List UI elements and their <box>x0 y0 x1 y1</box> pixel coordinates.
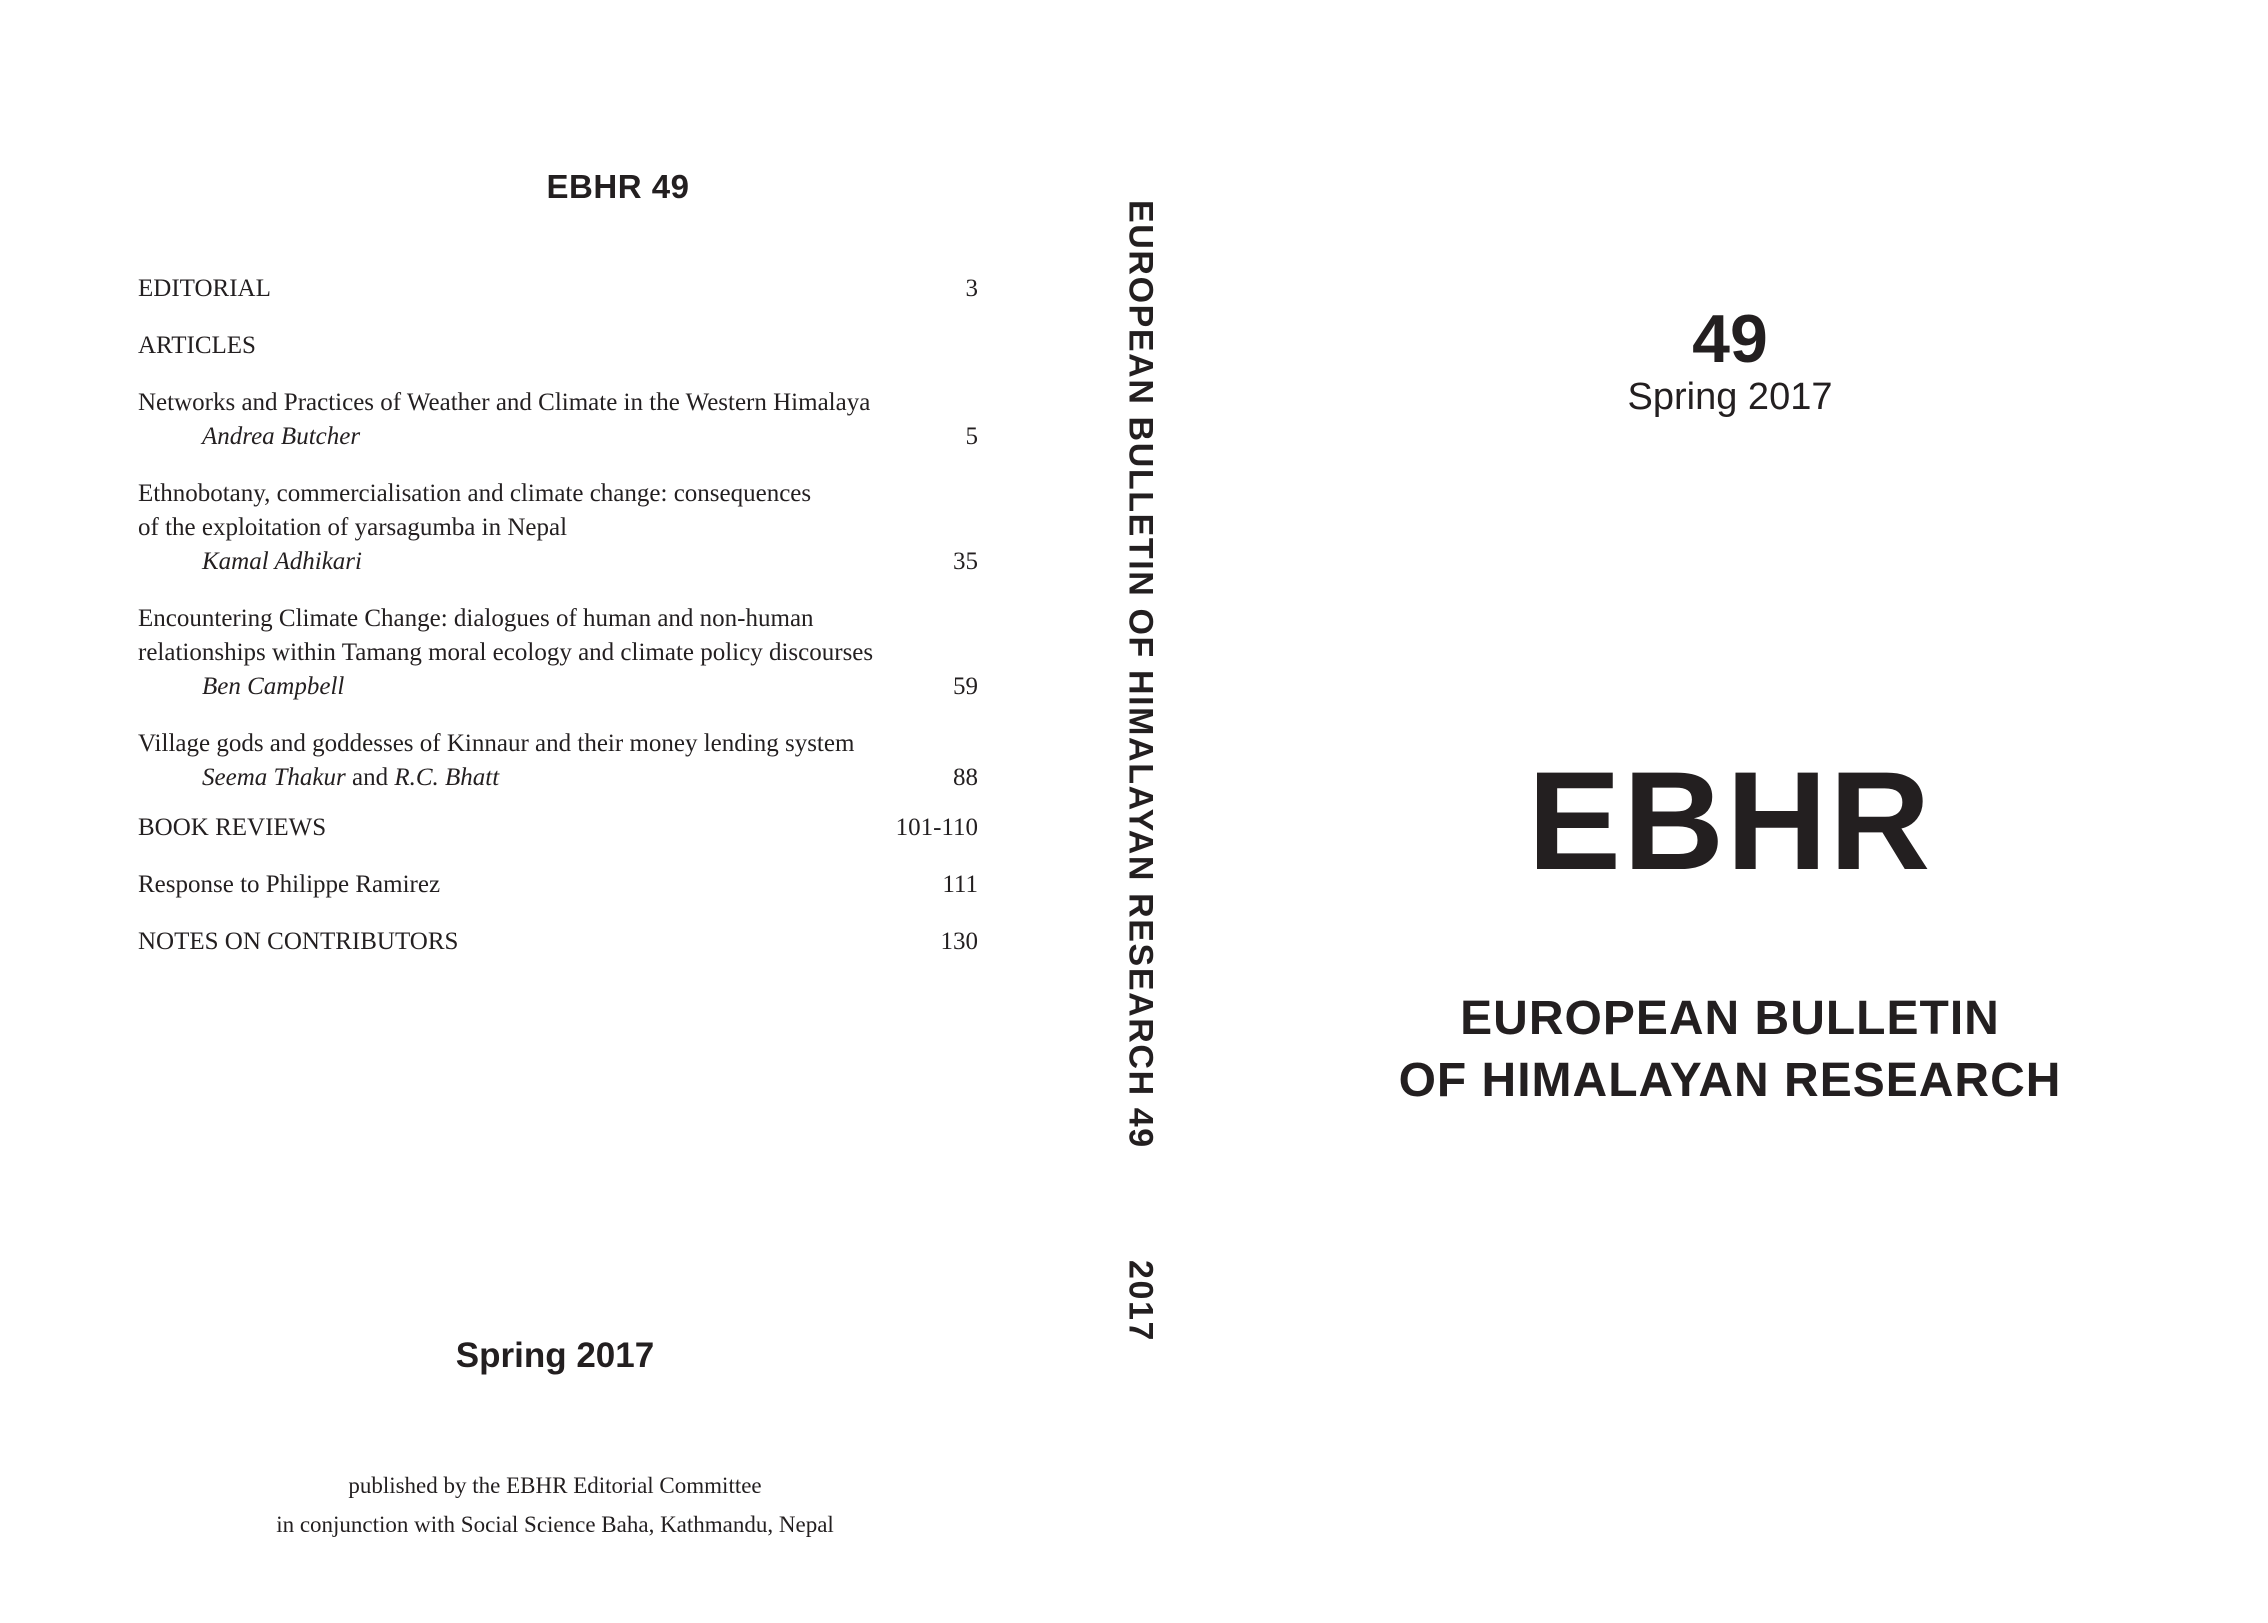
toc-article-author: Ben Campbell <box>202 673 345 700</box>
toc-article-authors <box>138 761 499 795</box>
journal-full-title <box>1280 988 2180 1112</box>
toc-page: 101-110 <box>895 814 978 841</box>
toc-entry-response <box>138 868 978 902</box>
author-name: R.C. Bhatt <box>394 764 500 791</box>
toc-label: EDITORIAL <box>138 275 271 302</box>
spine <box>1110 200 1170 1440</box>
toc-article-title-line: of the exploitation of yarsagumba in Nepal <box>138 514 568 541</box>
toc-page: 35 <box>953 548 978 575</box>
publisher-line: published by the EBHR Editorial Committee <box>348 1473 762 1498</box>
toc-page: 130 <box>940 928 978 955</box>
toc-page: 88 <box>953 764 978 791</box>
toc-article-title: Networks and Practices of Weather and Climate in the Western Himalaya <box>138 389 871 416</box>
toc-label: BOOK REVIEWS <box>138 814 327 841</box>
toc-article-title-line: Ethnobotany, commercialisation and climate change: consequences <box>138 480 812 507</box>
table-of-contents <box>138 272 978 959</box>
back-cover-season: Spring 2017 <box>455 1336 655 1375</box>
journal-logo: EBHR <box>1527 742 1933 899</box>
toc-entry-notes <box>138 925 978 959</box>
back-cover-title: EBHR 49 <box>546 168 690 205</box>
issue-number: 49 <box>1692 301 1768 377</box>
spine-year: 2017 <box>1121 1260 1160 1343</box>
toc-article-title: Village gods and goddesses of Kinnaur and their money lending system <box>138 730 855 757</box>
publisher-note <box>155 1466 955 1544</box>
toc-article-author: Andrea Butcher <box>202 423 361 450</box>
toc-page: 111 <box>942 871 978 898</box>
toc-article <box>138 602 978 704</box>
toc-article <box>138 727 978 795</box>
journal-title-line: OF HIMALAYAN RESEARCH <box>1398 1054 2062 1107</box>
toc-article <box>138 386 978 454</box>
publisher-line: in conjunction with Social Science Baha, Kathmandu, Nepal <box>276 1512 834 1537</box>
toc-page: 3 <box>965 275 978 302</box>
toc-label: NOTES ON CONTRIBUTORS <box>138 928 459 955</box>
toc-entry-editorial <box>138 272 978 306</box>
toc-article-title-line: relationships within Tamang moral ecology and climate policy discourses <box>138 639 874 666</box>
author-joiner: and <box>351 764 389 791</box>
toc-label: ARTICLES <box>138 332 256 359</box>
toc-entry-book-reviews <box>138 811 978 845</box>
author-name: Seema Thakur <box>202 764 346 791</box>
spine-title: EUROPEAN BULLETIN OF HIMALAYAN RESEARCH 49 <box>1121 200 1160 1149</box>
toc-label: Response to Philippe Ramirez <box>138 871 441 898</box>
toc-section-articles <box>138 329 978 363</box>
toc-page: 59 <box>953 673 978 700</box>
toc-article-title-line: Encountering Climate Change: dialogues of human and non-human <box>138 605 814 632</box>
journal-title-line: EUROPEAN BULLETIN <box>1460 992 2000 1045</box>
toc-article-author: Kamal Adhikari <box>202 548 362 575</box>
toc-article <box>138 477 978 579</box>
issue-season: Spring 2017 <box>1627 376 1833 418</box>
toc-page: 5 <box>965 423 978 450</box>
